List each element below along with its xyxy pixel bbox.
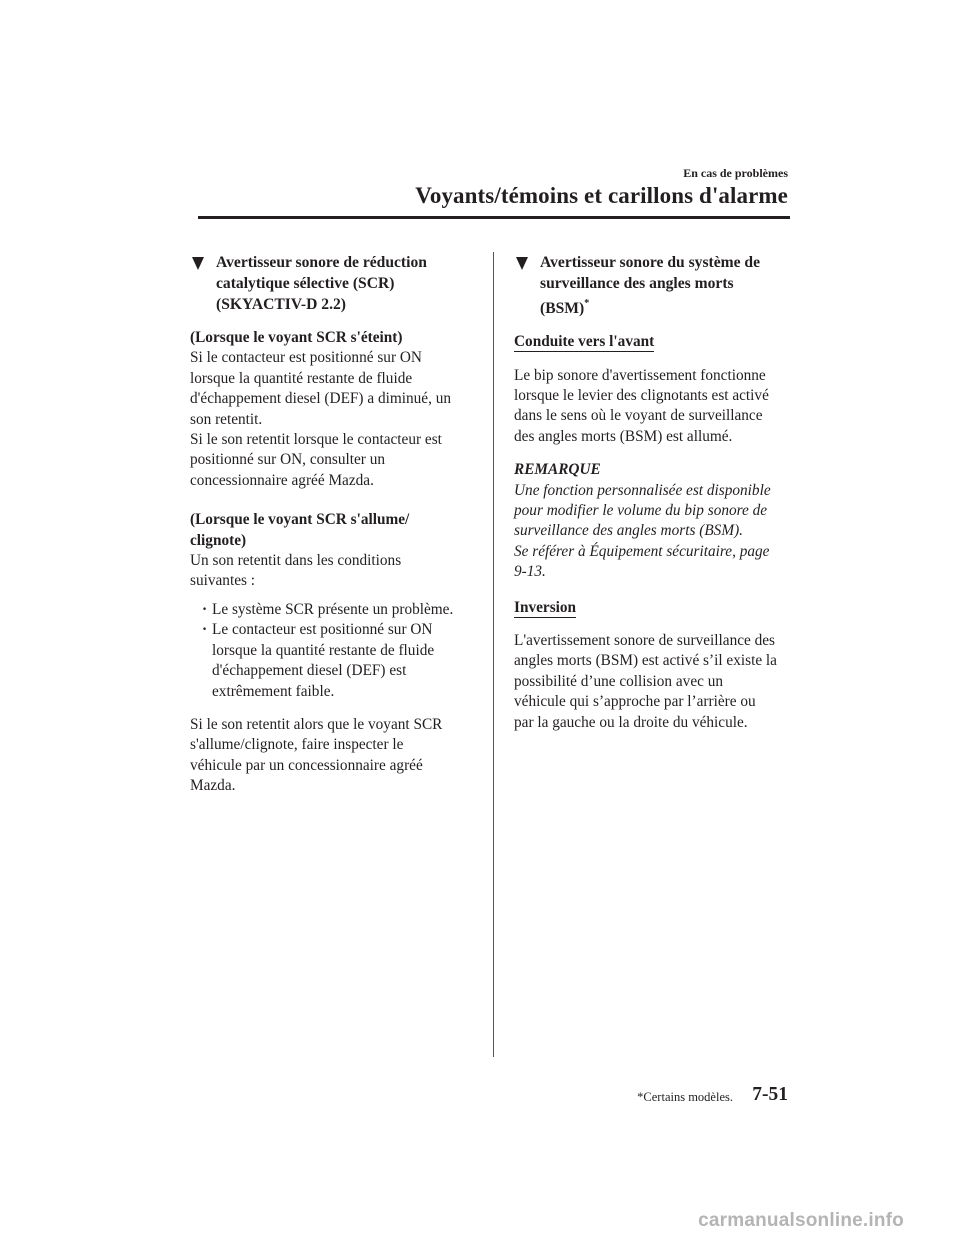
text-line: d'échappement diesel (DEF) est	[212, 662, 407, 680]
text-line: d'échappement diesel (DEF) a diminué, un	[190, 390, 452, 408]
text-line: 9-13.	[514, 563, 546, 581]
heading-line: Avertisseur sonore du système de	[540, 254, 761, 271]
text-line: Le bip sonore d'avertissement fonctionne	[514, 366, 766, 384]
header-section-label: En cas de problèmes	[683, 166, 788, 180]
text-line: Une fonction personnalisée est disponible	[514, 481, 771, 499]
text-line: son retentit.	[190, 410, 263, 428]
heading-line: catalytique sélective (SCR)	[216, 275, 395, 292]
text-line: clignote)	[190, 531, 247, 549]
text-line: Le système SCR présente un problème.	[212, 600, 454, 618]
text-line: Un son retentit dans les conditions	[190, 552, 402, 570]
note-block	[514, 460, 796, 582]
reverse-body	[514, 631, 796, 733]
subheading-forward	[514, 332, 796, 352]
case2-body	[190, 551, 480, 592]
text-line: possibilité d’une collision avec un	[514, 672, 724, 690]
heading-line: Avertisseur sonore de réduction	[216, 254, 427, 271]
text-line: des angles morts (BSM) est allumé.	[514, 427, 733, 445]
heading-line: surveillance des angles morts	[540, 275, 734, 292]
triangle-down-icon	[192, 257, 204, 270]
forward-body	[514, 366, 796, 448]
text-line: L'avertissement sonore de surveillance des	[514, 632, 776, 650]
list-item	[190, 620, 480, 702]
text-line: extrêmement faible.	[212, 682, 335, 700]
text-line: (Lorsque le voyant SCR s'allume/	[190, 511, 410, 529]
text-line: dans le sens où le voyant de surveillance	[514, 407, 763, 425]
heading-line	[540, 294, 796, 319]
subheading-text: Inversion	[514, 598, 577, 616]
triangle-down-icon	[516, 257, 528, 270]
text-line: s'allume/clignote, faire inspecter le	[190, 736, 404, 754]
watermark: carmanualsonline.info	[698, 1210, 904, 1231]
scr-heading	[190, 252, 480, 315]
case2-title	[190, 510, 480, 551]
heading-line: (SKYACTIV-D 2.2)	[216, 296, 346, 313]
column-divider	[493, 252, 494, 1057]
note-title: REMARQUE	[514, 461, 601, 479]
subheading-text: Conduite vers l'avant	[514, 333, 655, 351]
text-line: Si le contacteur est positionné sur ON	[190, 349, 422, 367]
page-number: 7-51	[752, 1084, 788, 1105]
right-column	[514, 252, 796, 733]
text-line: angles morts (BSM) est activé s’il existe la	[514, 652, 777, 670]
footer-note: *Certains modèles.	[637, 1090, 733, 1104]
text-line: positionné sur ON, consulter un	[190, 451, 386, 469]
text-line: surveillance des angles morts (BSM).	[514, 522, 743, 540]
asterisk-mark: *	[584, 298, 590, 309]
text-line: Si le son retentit alors que le voyant SCR	[190, 715, 443, 733]
text-line: par la gauche ou la droite du véhicule.	[514, 713, 748, 731]
subheading-reverse	[514, 598, 796, 618]
bullet-icon: ·	[202, 621, 208, 639]
text-line: Le contacteur est positionné sur ON	[212, 621, 433, 639]
bsm-heading	[514, 252, 796, 319]
text-line: véhicule par un concessionnaire agréé	[190, 756, 423, 774]
text-line: suivantes :	[190, 572, 256, 590]
text-line: pour modifier le volume du bip sonore de	[514, 502, 768, 520]
text-line: lorsque la quantité restante de fluide	[190, 369, 413, 387]
text-line: lorsque la quantité restante de fluide	[212, 641, 435, 659]
bullet-icon: ·	[202, 600, 208, 618]
list-item	[190, 600, 480, 620]
text-line: lorsque le levier des clignotants est activé	[514, 387, 769, 404]
text-line: concessionnaire agréé Mazda.	[190, 471, 374, 489]
header-rule	[198, 216, 790, 219]
heading-text: (BSM)	[540, 300, 585, 318]
text-line: véhicule qui s’approche par l’arrière ou	[514, 693, 756, 711]
text-line: Mazda.	[190, 777, 236, 795]
condition-list	[190, 600, 480, 702]
text-line: Se référer à Équipement sécuritaire, page	[514, 542, 770, 560]
text-line: Si le son retentit lorsque le contacteur est	[190, 431, 442, 449]
page-header-title: Voyants/témoins et carillons d'alarme	[415, 183, 788, 208]
case1-title: (Lorsque le voyant SCR s'éteint)	[190, 329, 403, 346]
left-column	[190, 252, 480, 797]
case1-body	[190, 348, 480, 491]
closing-paragraph	[190, 715, 480, 797]
